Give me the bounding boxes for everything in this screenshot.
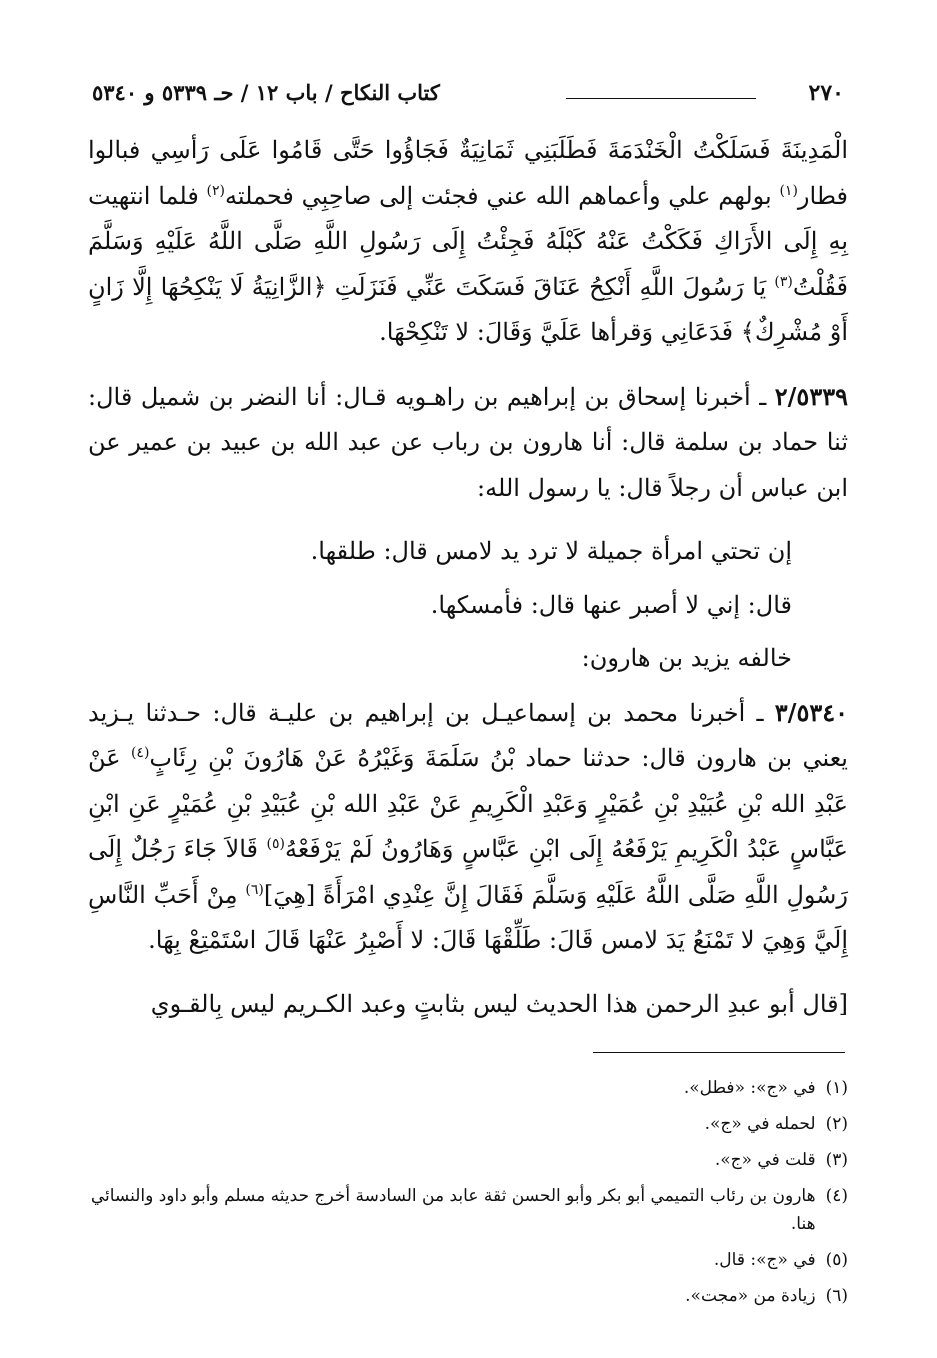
running-header [92,76,844,116]
footnote-ref[interactable]: (٥) [266,836,285,852]
footnote-number: (٣) [825,1150,848,1170]
hadith-line: إن تحتي امرأة جميلة لا ترد يد لامس قال: طلقها. [310,537,792,565]
footnote-item [90,1074,848,1102]
hadith-text: ـ أخبرنا محمد بن إسماعيـل بن إبراهيم بن عليـة قال: حـدثنا يـزيد يعني بن هارون قال: حدثنا حماد بْنُ سَلَمَةَ وَغَيْرُهُ عَنْ هَارُونَ بْنِ رِئَابٍ [88,698,848,772]
hadith-number: ٢/٥٣٣٩ [774,381,848,411]
footnote-ref[interactable]: (٢) [206,182,225,199]
footnote-item [90,1282,848,1310]
footnote-text: زيادة من «مجت». [685,1286,816,1306]
hadith-text: قَالاَ جَاءَ رَجُلٌ إِلَى رَسُولِ اللَّهِ صَلَّى اللَّهُ عَلَيْهِ وَسَلَّمَ فَقَالَ إِنَّ عِنْدِي امْرَأَةً [هِيَ] [88,835,848,909]
header-rule [566,98,756,99]
footnote-number: (١) [825,1078,848,1098]
hadith-line: قال: إني لا أصبر عنها قال: فأمسكها. [430,590,792,619]
hadith-text: مِنْ أَحَبِّ النَّاسِ إِلَيَّ وَهِيَ لا تَمْنَعُ يَدَ لامس قَالَ: طَلِّقْهَا قَالَ: لا أَصْبِرُ عَنْهَا قَالَ اسْتَمْتِعْ بِهَا. [88,880,848,954]
footnote-number: (٥) [825,1250,848,1270]
main-text [88,128,848,1027]
text-segment: الْمَدِينَةَ فَسَلَكْتُ الْخَنْدَمَةَ فَطَلَبَنِي ثَمَانِيَةٌ فَجَاؤُوا حَتَّى قَامُوا عَلَى رَأسِي فبالوا فطار [88,136,848,210]
text-segment: فلما انتهيت بِهِ إِلَى الأَرَاكِ فَكَكْتُ عَنْهُ كَبْلَهُ فَجِئْتُ إِلَى رَسُولِ اللَّهِ صَلَّى اللَّهُ عَلَيْهِ وَسَلَّمَ فَقُلْتُ [88,181,848,301]
author-comment: [قال أبو عبدِ الرحمن هذا الحديث ليس بثابتٍ وعبد الكـريم ليس بِالقـوي [150,989,848,1018]
hadith-5340 [88,690,848,964]
footnote-separator [593,1052,845,1053]
footnotes [90,1074,848,1318]
footnote-ref[interactable]: (١) [779,182,798,199]
hadith-5339 [88,374,848,512]
footnote-number: (٦) [825,1286,848,1306]
hadith-text: عَنْ عَبْدِ الله بْنِ عُبَيْدِ بْنِ عُمَيْرٍ وَعَبْدِ الْكَرِيمِ عَنْ عَبْدِ الله بْنِ عُبَيْدِ بْنِ عُمَيْرٍ عَنِ ابْنِ عَبَّاسٍ عَبْدُ الْكَرِيمِ يَرْفَعُهُ إِلَى ابْنِ عَبَّاسٍ وَهَارُونُ لَمْ يَرْفَعْهُ [88,744,848,863]
footnote-text: لحمله في «ج». [704,1114,816,1134]
footnote-text: في «ج»: قال. [713,1250,816,1270]
hadith-number: ٣/٥٣٤٠ [774,697,848,727]
hadith-text: ـ أخبرنا إسحاق بن إبراهيم بن راهـويه قـال: أنا النضر بن شميل قال: ثنا حماد بن سلمة قال: أنا هارون بن رباب عن عبد الله بن عبيد بن عمير عن ابن عباس أن رجلاً قال: يا رسول الله: [88,382,848,502]
footnote-item [90,1246,848,1274]
paragraph-continuation [88,128,848,356]
footnote-ref[interactable]: (٤) [130,745,150,761]
chapter-title: كتاب النكاح / باب ١٢ / حـ ٥٣٣٩ و ٥٣٤٠ [92,80,440,105]
footnote-item [90,1110,848,1138]
footnote-ref[interactable]: (٣) [774,273,793,290]
footnote-ref[interactable]: (٦) [245,881,264,898]
text-segment: يَا رَسُولَ اللَّهِ أَنْكِحُ عَنَاقَ فَسَكَتَ عَنِّي فَنَزَلَتِ ﴿الزَّانِيَةُ لَا يَنْكِحُهَا إِلَّا زَانٍ أَوْ مُشْرِكٌ﴾ فَدَعَانِي وَقرأها عَلَيَّ وَقَالَ: لا تَنْكِحْهَا. [88,272,848,346]
footnote-number: (٤) [825,1186,848,1206]
footnote-text: قلت في «ج». [714,1150,816,1170]
text-segment: بولهم علي وأعماهم الله عني فجئت إلى صاحِبِي فحملته [225,181,772,210]
footnote-number: (٢) [825,1114,848,1134]
footnote-item [90,1146,848,1174]
footnote-text: هارون بن رئاب التميمي أبو بكر وأبو الحسن ثقة عابد من السادسة أخرج حديثه مسلم وأبو داود والنسائي هنا. [90,1186,816,1234]
hadith-line: خالفه يزيد بن هارون: [581,644,792,672]
footnote-item [90,1182,848,1238]
page-number: ٢٧٠ [808,80,844,106]
footnote-text: في «ج»: «فطل». [683,1078,816,1098]
